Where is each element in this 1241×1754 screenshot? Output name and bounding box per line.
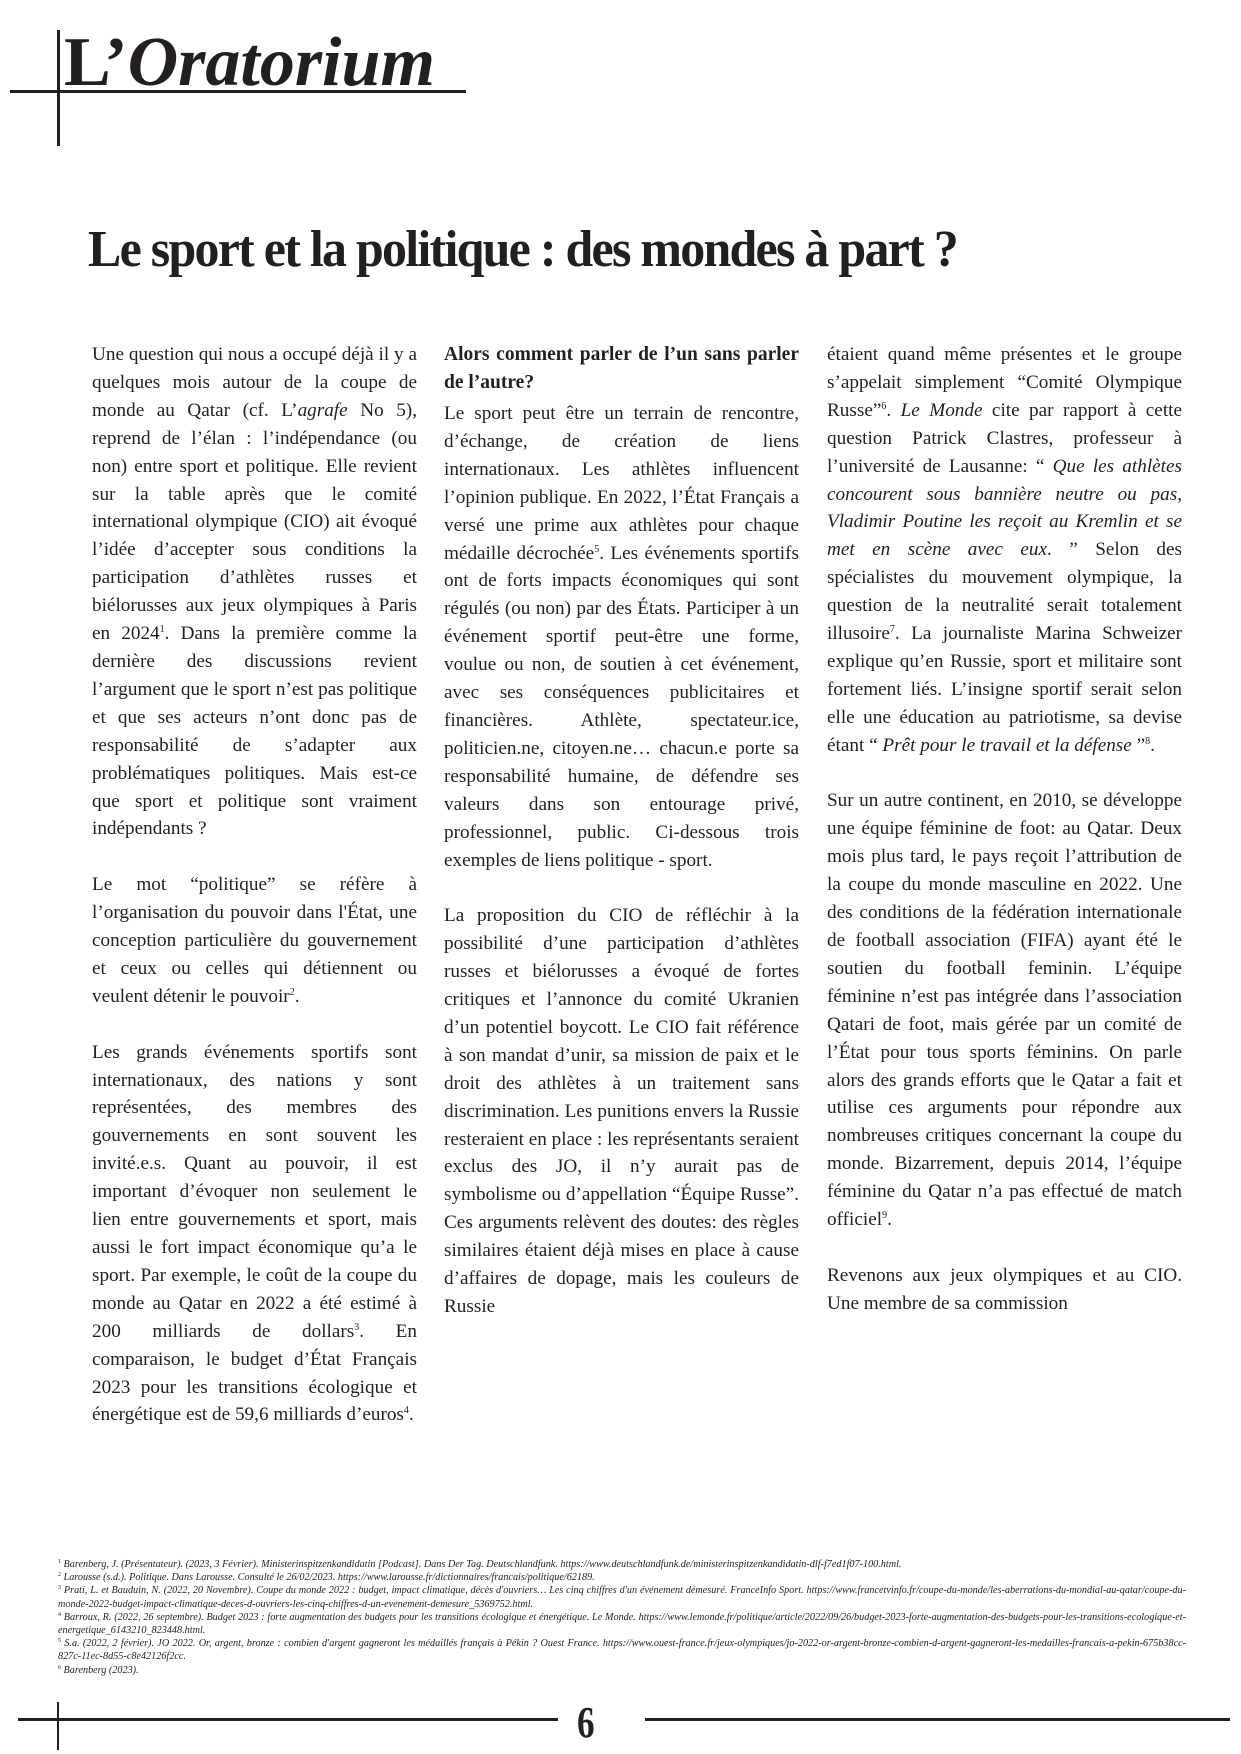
text: étaient quand même présentes et le groupe s’appelait simplement “Comité Olympique Russe” — [827, 344, 1182, 421]
footnote-number: 4 — [58, 1611, 61, 1618]
footnote-text: Barroux, R. (2022, 26 septembre). Budget 2023 : forte augmentation des budgets pour les transitions écologique et énergétique. Le Monde. https://www.lemonde.fr/politique/article/2022/09/26/budget-2023-forte-augmentation-des-budgets-pour-les-transitions-ecologique-et-energetique_6143210_823448.html. — [58, 1611, 1186, 1637]
footnote-ref[interactable]: 2 — [289, 986, 295, 998]
footnote-text: Prati, L. et Bauduin, N. (2022, 20 Novembre). Coupe du monde 2022 : budget, impact climatique, décès d'ouvriers… Les cinq chiffres d'un événement démesuré. FranceInfo Sport. https://www.francetvinfo.fr/coupe-du-monde/les-aberrations-du-mondial-au-qatar/coupe-du-monde-2022-budget-impact-climatique-deces-d-ouvriers-les-cinq-chiffres-d-un-evenement-demesure_5369752.html. — [58, 1585, 1186, 1610]
text: . — [408, 1404, 414, 1426]
footnote-ref[interactable]: 1 — [159, 624, 165, 636]
footnote — [58, 1571, 1186, 1584]
footnote-text: S.a. (2022, 2 février). JO 2022. Or, argent, bronze : combien d'argent gagneront les médaillés français à Pékin ? Ouest France. https://www.ouest-france.fr/jeux-olympiques/jo-2022-or-argent-bronze-combien-d-argent-gagneront-les-medailles-francais-a-pekin-675b38cc-827c-11ec-8d55-c8e42126f2cc. — [58, 1638, 1187, 1663]
footnote-number: 2 — [58, 1572, 61, 1579]
footnote — [58, 1637, 1186, 1663]
paragraph — [92, 1039, 417, 1430]
footnote-number: 3 — [58, 1585, 61, 1592]
footnote-ref[interactable]: 5 — [594, 543, 600, 555]
paragraph — [827, 787, 1182, 1234]
footnote — [58, 1664, 1186, 1677]
footnote — [58, 1558, 1186, 1571]
text: Les grands événements sportifs sont internationaux, des nations y sont représentées, des membres des gouvernements en sont souvent les invité.e.s. Quant au pouvoir, il est important d’évoquer non seulement le lien entre gouvernements et sport, mais aussi le fort impact économique qu’a le sport. Par exemple, le coût de la coupe du monde au Qatar en 2022 a été estimé à 200 milliards de dollars — [92, 1041, 417, 1342]
footnote — [58, 1611, 1186, 1637]
footnote-ref[interactable]: 7 — [889, 624, 895, 636]
footnote-ref[interactable]: 8 — [1145, 735, 1151, 747]
text: . — [886, 399, 901, 421]
footnote-number: 5 — [58, 1638, 61, 1645]
text: . Dans la première comme la dernière des discussions revient l’argument que le sport n’est pas politique et que ses acteurs n’ont donc pas de responsabilité de s’adapter aux problématiques politiques. Mais est-ce que sport et politique sont vraiment indépendants ? — [92, 623, 417, 840]
text: . — [887, 1209, 892, 1231]
text: . Les événements sportifs ont de forts impacts économiques qui sont régulés (ou non) par des États. Participer à un événement sportif peut-être une forme, voulue ou non, de soutien à cet événement, avec ses conséquences publicitaires et financières. Athlète, spectateur.ice, politicien.ne, citoyen.ne… chacun.e porte sa responsabilité humaine, de défendre ses valeurs dans son entourage privé, professionnel, public. Ci-dessous trois exemples de liens politique - sport. — [444, 542, 799, 871]
text: Le sport peut être un terrain de rencontre, d’échange, de création de liens internationaux. Les athlètes influencent l’opinion publique. En 2022, l’État Français a versé une prime aux athlètes pour chaque médaille décrochée — [444, 403, 799, 564]
text: Une question qui nous a occupé déjà il y a quelques mois autour de la coupe de monde au Qatar (cf. L’ — [92, 344, 417, 421]
text: . En comparaison, le budget d’État Français 2023 pour les transitions écologique et énergétique est de 59,6 milliards d’euros — [92, 1320, 417, 1426]
footnote-text: Barenberg (2023). — [63, 1664, 139, 1676]
article-title: Le sport et la politique : des mondes à part ? — [88, 221, 957, 278]
paragraph — [92, 871, 417, 1011]
footnote-ref[interactable]: 9 — [882, 1210, 888, 1222]
text: Le mot “politique” se réfère à l’organisation du pouvoir dans l'État, une conception particulière du gouvernement et ceux ou celles qui détiennent ou veulent détenir le pouvoir — [92, 874, 417, 1007]
article-column-2 — [444, 341, 799, 1349]
footnote-text: Barenberg, J. (Présentateur). (2023, 3 Février). Ministerinspitzenkandidatin [Podcast]. Dans Der Tag. Deutschlandfunk. https://www.deutschlandfunk.de/ministerinspitzenkandidatin-dlf-f7ed1f07-100.html. — [63, 1559, 902, 1570]
footer-rule-right — [645, 1718, 1230, 1721]
text: ” — [1131, 734, 1146, 756]
paragraph — [444, 400, 799, 874]
text: Sur un autre continent, en 2010, se développe une équipe féminine de foot: au Qatar. Deux mois plus tard, le pays reçoit l’attribution de la coupe du monde masculine en 2022. Une des conditions de la fédération internationale de football association (FIFA) ayant été le soutien du football feminin. L’équipe féminine n’est pas intégrée dans l’association Qatari de foot, mais gérée par un comité de l’État pour tous sports féminins. On parle alors des grands efforts que le Qatar a fait et utilise ces arguments pour répondre aux nombreuses critiques concernant la coupe du monde. Bizarrement, depuis 2014, l’équipe féminine du Qatar n’a pas effectué de match officiel — [827, 790, 1182, 1231]
footnote-number: 1 — [58, 1559, 61, 1565]
publication-name: Le Monde — [900, 399, 983, 421]
footnote-text: Larousse (s.d.). Politique. Dans Larousse. Consulté le 26/02/2023. https://www.larousse.fr/dictionnaires/francais/politique/62189. — [63, 1572, 595, 1584]
footer-vertical-rule — [57, 1702, 59, 1750]
footnote-ref[interactable]: 6 — [881, 400, 887, 412]
paragraph: La proposition du CIO de réfléchir à la possibilité d’une participation d’athlètes russes et biélorusses a évoqué de fortes critiques et l’annonce du comité Ukranien d’un potentiel boycott. Le CIO fait référence à son mandat d’unir, sa mission de paix et le droit des athlètes à un traitement sans discrimination. Les punitions envers la Russie resteraient en place : les représentants seraient exclus des JO, il n’y aurait pas de symbolisme ou d’appellation “Équipe Russe”. Ces arguments relèvent des doutes: des règles similaires étaient déjà mises en place à cause d’affaires de dopage, mais les couleurs de Russie — [444, 905, 799, 1317]
footer-rule-left — [18, 1718, 558, 1721]
paragraph: Revenons aux jeux olympiques et au CIO. Une membre de sa commission — [827, 1264, 1182, 1314]
text: . La journaliste Marina Schweizer explique qu’en Russie, sport et militaire sont fortement liés. L’insigne sportif serait selon elle une éducation au patriotisme, sa devise étant “ — [827, 623, 1182, 756]
paragraph — [92, 341, 417, 843]
text: . ” Selon des spécialistes du mouvement olympique, la question de la neutralité serait totalement illusoire — [827, 539, 1182, 645]
page-number: 6 — [577, 1698, 595, 1747]
text: cite par rapport à cette question Patrick Clastres, professeur à l’université de Lausanne: “ — [827, 399, 1182, 477]
text: . — [1150, 734, 1155, 756]
paragraph — [827, 341, 1182, 760]
footnote-ref[interactable]: 3 — [354, 1321, 360, 1333]
section-heading: Alors comment parler de l’un sans parler de l’autre? — [444, 344, 799, 393]
quote: Prêt pour le travail et la défense — [882, 734, 1132, 756]
masthead-logo — [64, 24, 435, 101]
masthead-prefix: L’ — [64, 24, 128, 101]
footnote-number: 6 — [58, 1664, 61, 1671]
article-column-3 — [827, 341, 1182, 1346]
masthead-vertical-rule — [57, 30, 60, 146]
text: . — [294, 985, 300, 1007]
quote: Que les athlètes concourent sous bannière neutre ou pas, Vladimir Poutine les reçoit au Kremlin et se met en scène avec eux — [827, 455, 1182, 561]
masthead-name: Oratorium — [127, 24, 435, 101]
text: No 5), reprend de l’élan : l’indépendance (ou non) entre sport et politique. Elle revient sur la table après que le comité international olympique (CIO) ait évoqué l’idée d’accepter sous conditions la participation d’athlètes russes et biélorusses aux jeux olympiques à Paris en 2024 — [92, 399, 417, 645]
publication-name: agrafe — [297, 399, 348, 421]
article-column-1 — [92, 341, 417, 1457]
footnote — [58, 1584, 1186, 1610]
footnotes — [58, 1558, 1186, 1677]
footnote-ref[interactable]: 4 — [403, 1405, 409, 1417]
